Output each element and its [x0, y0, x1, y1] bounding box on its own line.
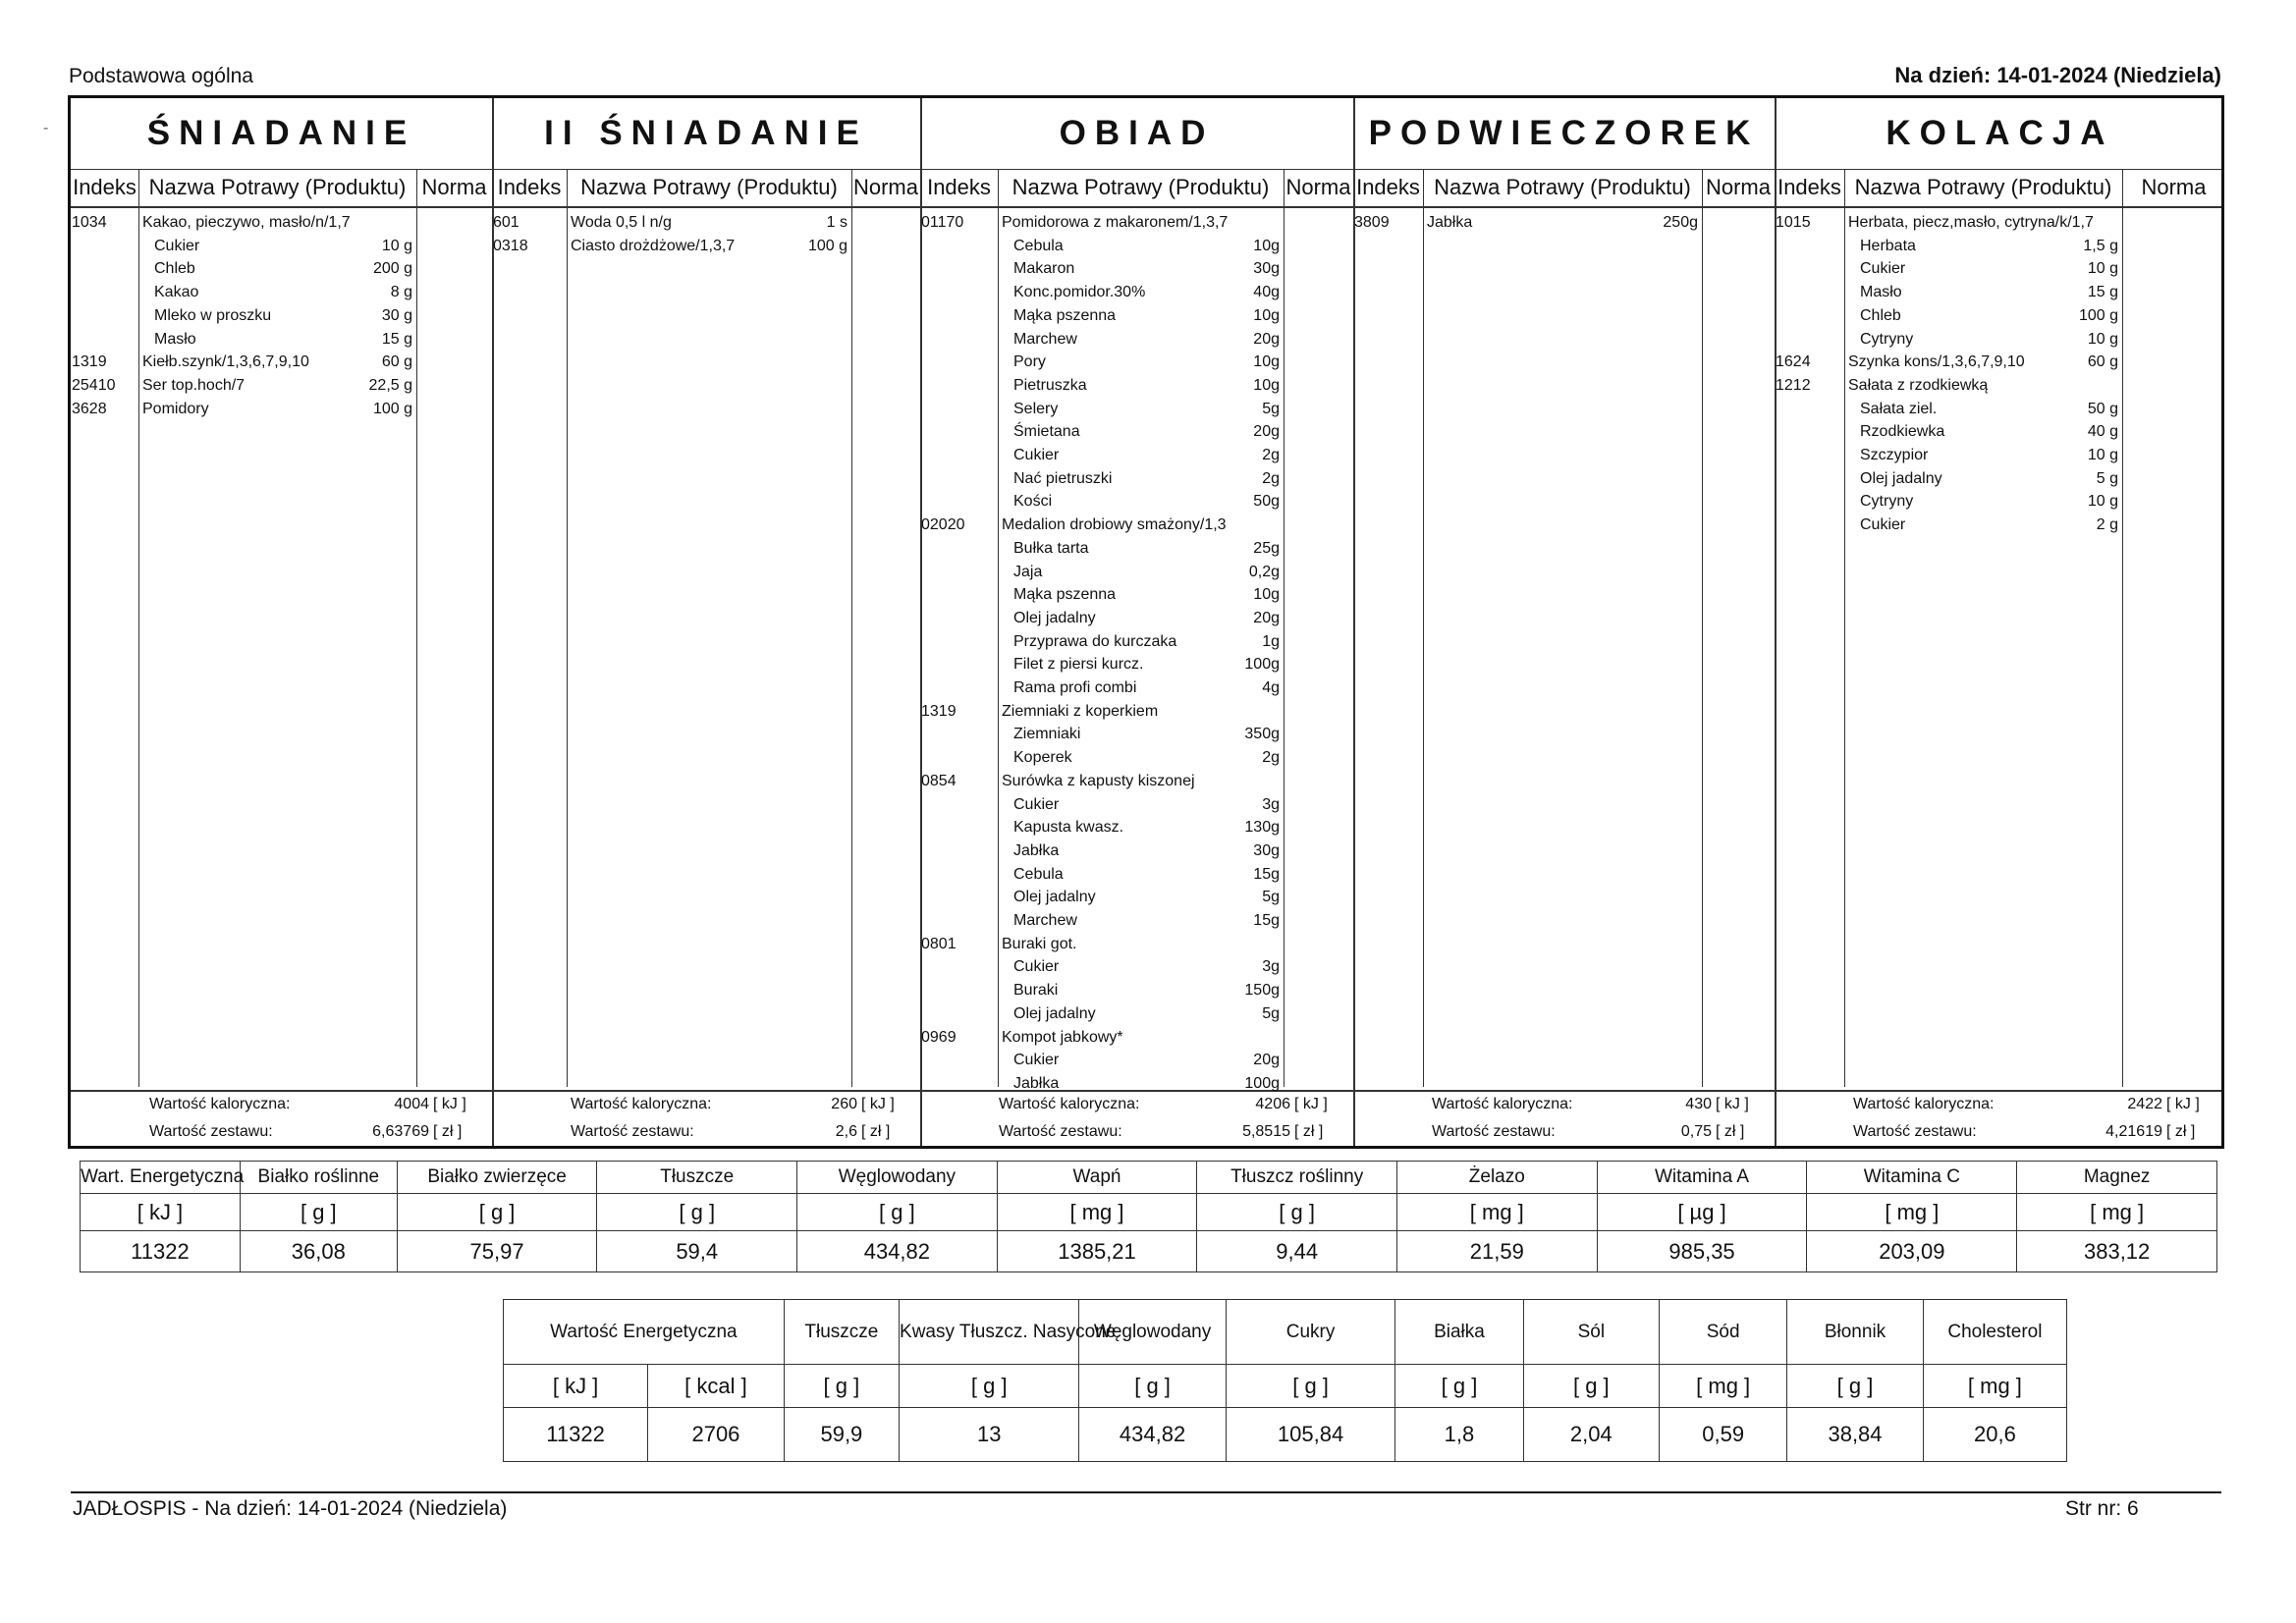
energy-value: 430: [1685, 1096, 1712, 1112]
energy-unit: [ kJ ]: [2166, 1096, 2200, 1112]
energy-unit: [ kJ ]: [1716, 1096, 1749, 1112]
row-norm: 250g: [1663, 214, 1698, 231]
column-header-dish: Nazwa Potrawy (Produktu): [1011, 175, 1270, 199]
dish-name: Surówka z kapusty kiszonej: [1002, 772, 1195, 789]
nutrient-value-cell: 985,35: [1597, 1231, 1807, 1272]
ingredient-name: Cukier: [1013, 958, 1060, 976]
facts-header-cell: Błonnik: [1787, 1300, 1924, 1365]
row-norm: 100g: [1244, 1074, 1280, 1092]
set-value-label: Wartość zestawu:: [1853, 1123, 1977, 1140]
nutrient-header-cell: Tłuszcze: [597, 1162, 797, 1194]
ingredient-name: Mleko w proszku: [154, 306, 272, 324]
facts-value-cell: 105,84: [1226, 1408, 1395, 1462]
row-norm: 20g: [1253, 609, 1280, 626]
dish-name: Medalion drobiowy smażony/1,3: [1002, 516, 1227, 534]
row-norm: 15g: [1253, 865, 1280, 883]
column-header-norm: Norma: [1285, 175, 1351, 199]
energy-value: 4206: [1255, 1096, 1290, 1112]
meal-title: OBIAD: [1059, 114, 1215, 152]
column-header-dish: Nazwa Potrawy (Produktu): [580, 175, 838, 199]
ingredient-name: Jaja: [1013, 563, 1043, 580]
nutrient-header-cell: Magnez: [2017, 1162, 2217, 1194]
column-header-dish: Nazwa Potrawy (Produktu): [1854, 175, 2112, 199]
column-divider: [567, 169, 568, 1087]
facts-unit-cell: [ g ]: [1395, 1365, 1523, 1408]
nutrient-value-cell: 203,09: [1807, 1231, 2017, 1272]
row-norm: 10 g: [2087, 260, 2118, 278]
energy-label: Wartość kaloryczna:: [1853, 1096, 1995, 1112]
row-index: 0318: [493, 237, 528, 254]
nutrient-header-cell: Węglowodany: [797, 1162, 998, 1194]
nutrient-header-cell: Tłuszcz roślinny: [1197, 1162, 1397, 1194]
row-norm: 2g: [1262, 447, 1280, 463]
row-norm: 30g: [1253, 841, 1280, 859]
ingredient-name: Cukier: [1860, 516, 1906, 534]
row-norm: 10g: [1253, 306, 1280, 324]
set-value: 4,21619: [2105, 1123, 2162, 1140]
nutrient-unit-cell: [ g ]: [597, 1194, 797, 1231]
ingredient-name: Cukier: [1013, 795, 1060, 813]
dish-name: Jabłka: [1427, 214, 1473, 231]
row-norm: 60 g: [381, 353, 412, 371]
page-number: Str nr: 6: [2065, 1497, 2139, 1520]
column-header-norm: Norma: [1705, 175, 1771, 199]
row-index: 0854: [921, 772, 957, 789]
row-norm: 20g: [1253, 423, 1280, 441]
row-norm: 5g: [1262, 1004, 1280, 1022]
facts-value-cell: 434,82: [1079, 1408, 1226, 1462]
nutrient-value-cell: 9,44: [1197, 1231, 1397, 1272]
row-norm: 5g: [1262, 889, 1280, 906]
dish-name: Kiełb.szynk/1,3,6,7,9,10: [142, 353, 309, 371]
ingredient-name: Olej jadalny: [1013, 889, 1096, 906]
row-norm: 200 g: [372, 260, 412, 278]
row-norm: 0,2g: [1248, 563, 1280, 580]
meal-title: ŚNIADANIE: [146, 114, 416, 152]
row-index: 0969: [921, 1028, 957, 1046]
set-value-label: Wartość zestawu:: [571, 1123, 694, 1140]
row-norm: 100 g: [372, 400, 412, 417]
facts-header-cell: Kwasy Tłuszcz. Nasycone: [900, 1300, 1079, 1365]
ingredient-name: Marchew: [1013, 330, 1077, 348]
nutrient-unit-cell: [ mg ]: [1807, 1194, 2017, 1231]
energy-label: Wartość kaloryczna:: [1432, 1096, 1573, 1112]
set-value: 0,75: [1680, 1123, 1712, 1140]
energy-value: 260: [831, 1096, 857, 1112]
ingredient-name: Cebula: [1013, 865, 1064, 883]
nutrient-value-cell: 383,12: [2017, 1231, 2217, 1272]
row-norm: 10 g: [2087, 330, 2118, 348]
ingredient-name: Jabłka: [1013, 841, 1060, 859]
row-index: 3809: [1354, 214, 1390, 231]
set-value: 6,63769: [372, 1123, 429, 1140]
nutrient-unit-cell: [ g ]: [397, 1194, 597, 1231]
ingredient-name: Rzodkiewka: [1860, 423, 1945, 441]
ingredient-name: Buraki: [1013, 982, 1059, 1000]
header-divider: [71, 206, 2221, 208]
row-norm: 15 g: [2087, 284, 2118, 301]
column-divider: [851, 169, 852, 1087]
row-norm: 100g: [1244, 656, 1280, 674]
ingredient-name: Kakao: [154, 284, 199, 301]
facts-value-cell: 11322: [504, 1408, 648, 1462]
nutrient-header-cell: Witamina C: [1807, 1162, 2017, 1194]
row-norm: 100 g: [807, 237, 847, 254]
facts-unit-cell: [ g ]: [1226, 1365, 1395, 1408]
ingredient-name: Olej jadalny: [1860, 469, 1942, 487]
facts-value-cell: 59,9: [784, 1408, 899, 1462]
ingredient-name: Cebula: [1013, 237, 1064, 254]
row-norm: 15g: [1253, 912, 1280, 929]
column-divider: [1284, 169, 1285, 1087]
column-divider: [416, 169, 417, 1087]
row-index: 1319: [921, 702, 957, 720]
nutrition-facts-table: [503, 1299, 2067, 1462]
facts-value-cell: 0,59: [1660, 1408, 1787, 1462]
facts-unit-cell: [ mg ]: [1923, 1365, 2066, 1408]
column-header-index: Indeks: [1356, 175, 1420, 199]
row-norm: 10 g: [2087, 493, 2118, 511]
row-norm: 15 g: [381, 330, 412, 348]
ingredient-name: Cytryny: [1860, 493, 1914, 511]
row-index: 3628: [72, 400, 107, 417]
row-norm: 50 g: [2087, 400, 2118, 417]
row-norm: 1g: [1262, 632, 1280, 650]
row-norm: 150g: [1244, 982, 1280, 1000]
row-index: 01170: [921, 214, 964, 231]
menu-date: Na dzień: 14-01-2024 (Niedziela): [1894, 63, 2221, 87]
ingredient-name: Kości: [1013, 493, 1053, 511]
column-header-norm: Norma: [421, 175, 487, 199]
meal-title: PODWIECZOREK: [1368, 114, 1760, 152]
column-header-dish: Nazwa Potrawy (Produktu): [1434, 175, 1691, 199]
set-value-unit: [ zł ]: [861, 1123, 891, 1140]
facts-header-cell: Sód: [1660, 1300, 1787, 1365]
row-norm: 40 g: [2087, 423, 2118, 441]
column-divider: [1844, 169, 1845, 1087]
ingredient-name: Przyprawa do kurczaka: [1013, 632, 1177, 650]
meal-divider: [1353, 98, 1355, 1146]
facts-unit-cell: [ kJ ]: [504, 1365, 648, 1408]
nutrient-value-cell: 59,4: [597, 1231, 797, 1272]
row-norm: 2 g: [2096, 516, 2118, 534]
nutrient-unit-cell: [ g ]: [797, 1194, 998, 1231]
dish-name: Buraki got.: [1002, 935, 1077, 952]
row-norm: 10g: [1253, 353, 1280, 371]
facts-value-cell: 1,8: [1395, 1408, 1523, 1462]
nutrient-value-cell: 1385,21: [997, 1231, 1197, 1272]
column-header-dish: Nazwa Potrawy (Produktu): [148, 175, 407, 199]
row-norm: 2g: [1262, 469, 1280, 487]
facts-value-cell: 2,04: [1523, 1408, 1660, 1462]
ingredient-name: Kapusta kwasz.: [1013, 819, 1124, 837]
ingredient-name: Jabłka: [1013, 1074, 1060, 1092]
summary-divider: [71, 1090, 2221, 1092]
row-norm: 10g: [1253, 586, 1280, 604]
row-norm: 50g: [1253, 493, 1280, 511]
nutrient-unit-cell: [ mg ]: [1396, 1194, 1597, 1231]
facts-header-cell: Węglowodany: [1079, 1300, 1226, 1365]
row-norm: 30g: [1253, 260, 1280, 278]
set-value-unit: [ zł ]: [2166, 1123, 2196, 1140]
column-divider: [138, 169, 139, 1087]
ingredient-name: Śmietana: [1013, 423, 1080, 441]
nutrient-unit-cell: [ µg ]: [1597, 1194, 1807, 1231]
dish-name: Ser top.hoch/7: [142, 376, 246, 394]
footer-rule: [71, 1491, 2221, 1493]
meal-title: II ŚNIADANIE: [544, 114, 868, 152]
ingredient-name: Bułka tarta: [1013, 539, 1089, 557]
facts-value-cell: 20,6: [1923, 1408, 2066, 1462]
dish-name: Herbata, piecz,masło, cytryna/k/1,7: [1848, 214, 2094, 231]
ingredient-name: Szczypior: [1860, 447, 1929, 463]
nutrient-header-cell: Żelazo: [1396, 1162, 1597, 1194]
nutrient-unit-cell: [ mg ]: [2017, 1194, 2217, 1231]
facts-unit-cell: [ g ]: [900, 1365, 1079, 1408]
row-norm: 40g: [1253, 284, 1280, 301]
facts-header-cell: Cholesterol: [1923, 1300, 2066, 1365]
ingredient-name: Olej jadalny: [1013, 609, 1096, 626]
ingredient-name: Sałata ziel.: [1860, 400, 1938, 417]
nutrient-header-cell: Wapń: [997, 1162, 1197, 1194]
facts-header-cell: Tłuszcze: [784, 1300, 899, 1365]
row-norm: 8 g: [390, 284, 412, 301]
dish-name: Szynka kons/1,3,6,7,9,10: [1848, 353, 2025, 371]
diet-name: Podstawowa ogólna: [69, 65, 253, 87]
set-value-label: Wartość zestawu:: [149, 1123, 273, 1140]
facts-value-cell: 2706: [648, 1408, 785, 1462]
row-norm: 5 g: [2096, 469, 2118, 487]
column-header-norm: Norma: [852, 175, 918, 199]
row-norm: 10g: [1253, 376, 1280, 394]
nutrient-value-cell: 75,97: [397, 1231, 597, 1272]
dish-name: Pomidory: [142, 400, 209, 417]
ingredient-name: Olej jadalny: [1013, 1004, 1096, 1022]
row-norm: 350g: [1244, 726, 1280, 743]
energy-value: 2422: [2127, 1096, 2162, 1112]
nutrient-value-cell: 36,08: [240, 1231, 397, 1272]
energy-unit: [ kJ ]: [1294, 1096, 1328, 1112]
nutrient-unit-cell: [ mg ]: [997, 1194, 1197, 1231]
ingredient-name: Ziemniaki: [1013, 726, 1081, 743]
margin-mark: -: [43, 120, 49, 136]
dish-name: Kompot jabkowy*: [1002, 1028, 1123, 1046]
ingredient-name: Chleb: [1860, 306, 1901, 324]
column-divider: [2122, 169, 2123, 1087]
ingredient-name: Pory: [1013, 353, 1046, 371]
column-header-norm: Norma: [2141, 175, 2207, 199]
nutrient-value-cell: 21,59: [1396, 1231, 1597, 1272]
nutrient-header-cell: Białko roślinne: [240, 1162, 397, 1194]
column-header-index: Indeks: [927, 175, 991, 199]
ingredient-name: Mąka pszenna: [1013, 586, 1117, 604]
column-divider: [1423, 169, 1424, 1087]
row-index: 1624: [1776, 353, 1811, 371]
row-norm: 10 g: [381, 237, 412, 254]
energy-value: 4004: [394, 1096, 429, 1112]
row-norm: 100 g: [2078, 306, 2118, 324]
row-norm: 60 g: [2087, 353, 2118, 371]
energy-unit: [ kJ ]: [861, 1096, 895, 1112]
energy-value-header: Wartość Energetyczna: [504, 1300, 785, 1365]
energy-label: Wartość kaloryczna:: [999, 1096, 1140, 1112]
facts-unit-cell: [ kcal ]: [648, 1365, 785, 1408]
ingredient-name: Herbata: [1860, 237, 1916, 254]
row-norm: 3g: [1262, 795, 1280, 813]
row-index: 02020: [921, 516, 965, 534]
facts-unit-cell: [ g ]: [1079, 1365, 1226, 1408]
row-norm: 20g: [1253, 330, 1280, 348]
row-index: 601: [493, 214, 519, 231]
facts-unit-cell: [ g ]: [1523, 1365, 1660, 1408]
ingredient-name: Marchew: [1013, 912, 1077, 929]
row-norm: 2g: [1262, 749, 1280, 767]
column-header-index: Indeks: [1777, 175, 1841, 199]
ingredient-name: Pietruszka: [1013, 376, 1087, 394]
row-index: 1034: [72, 214, 107, 231]
column-divider: [1702, 169, 1703, 1087]
dish-name: Pomidorowa z makaronem/1,3,7: [1002, 214, 1229, 231]
row-index: 1212: [1776, 376, 1811, 394]
row-norm: 130g: [1244, 819, 1280, 837]
column-divider: [998, 169, 999, 1087]
energy-label: Wartość kaloryczna:: [571, 1096, 712, 1112]
ingredient-name: Masło: [1860, 284, 1902, 301]
row-norm: 1 s: [826, 214, 847, 231]
ingredient-name: Konc.pomidor.30%: [1013, 284, 1146, 301]
row-index: 0801: [921, 935, 957, 952]
facts-unit-cell: [ g ]: [1787, 1365, 1924, 1408]
row-norm: 22,5 g: [368, 376, 412, 394]
row-index: 1015: [1776, 214, 1811, 231]
dish-name: Ziemniaki z koperkiem: [1002, 702, 1159, 720]
ingredient-name: Mąka pszenna: [1013, 306, 1117, 324]
ingredient-name: Rama profi combi: [1013, 679, 1137, 696]
energy-unit: [ kJ ]: [433, 1096, 466, 1112]
daily-menu-table: [68, 95, 2224, 1149]
facts-value-cell: 13: [900, 1408, 1079, 1462]
row-norm: 1,5 g: [2083, 237, 2118, 254]
set-value: 2,6: [835, 1123, 857, 1140]
ingredient-name: Filet z piersi kurcz.: [1013, 656, 1144, 674]
set-value-unit: [ zł ]: [1294, 1123, 1324, 1140]
nutrient-unit-cell: [ g ]: [240, 1194, 397, 1231]
ingredient-name: Cukier: [1013, 1052, 1060, 1069]
ingredient-name: Cukier: [154, 237, 200, 254]
nutrient-unit-cell: [ g ]: [1197, 1194, 1397, 1231]
dish-name: Kakao, pieczywo, masło/n/1,7: [142, 214, 351, 231]
facts-header-cell: Sól: [1523, 1300, 1660, 1365]
ingredient-name: Nać pietruszki: [1013, 469, 1113, 487]
nutrient-header-cell: Witamina A: [1597, 1162, 1807, 1194]
dish-name: Sałata z rzodkiewką: [1848, 376, 1989, 394]
row-index: 1319: [72, 353, 107, 371]
energy-label: Wartość kaloryczna:: [149, 1096, 291, 1112]
row-index: 25410: [72, 376, 116, 394]
ingredient-name: Cukier: [1860, 260, 1906, 278]
facts-unit-cell: [ g ]: [784, 1365, 899, 1408]
ingredient-name: Chleb: [154, 260, 195, 278]
ingredient-name: Cytryny: [1860, 330, 1914, 348]
nutrient-header-cell: Białko zwierzęce: [397, 1162, 597, 1194]
set-value: 5,8515: [1242, 1123, 1290, 1140]
set-value-unit: [ zł ]: [1716, 1123, 1745, 1140]
set-value-unit: [ zł ]: [433, 1123, 463, 1140]
row-norm: 10g: [1253, 237, 1280, 254]
dish-name: Woda 0,5 l n/g: [571, 214, 672, 231]
footer-title: JADŁOSPIS - Na dzień: 14-01-2024 (Niedziela): [73, 1497, 508, 1520]
row-norm: 30 g: [381, 306, 412, 324]
ingredient-name: Cukier: [1013, 447, 1060, 463]
facts-header-cell: Białka: [1395, 1300, 1523, 1365]
row-norm: 25g: [1253, 539, 1280, 557]
facts-header-cell: Cukry: [1226, 1300, 1395, 1365]
row-norm: 20g: [1253, 1052, 1280, 1069]
meal-title: KOLACJA: [1886, 114, 2114, 152]
ingredient-name: Masło: [154, 330, 196, 348]
nutrient-value-cell: 11322: [81, 1231, 241, 1272]
row-norm: 4g: [1262, 679, 1280, 696]
nutrient-value-cell: 434,82: [797, 1231, 998, 1272]
set-value-label: Wartość zestawu:: [1432, 1123, 1556, 1140]
dish-name: Ciasto drożdżowe/1,3,7: [571, 237, 736, 254]
nutrient-unit-cell: [ kJ ]: [81, 1194, 241, 1231]
meal-divider: [920, 98, 922, 1146]
facts-value-cell: 38,84: [1787, 1408, 1924, 1462]
nutrient-summary-table: [80, 1161, 2217, 1272]
ingredient-name: Koperek: [1013, 749, 1072, 767]
facts-unit-cell: [ mg ]: [1660, 1365, 1787, 1408]
meal-divider: [1775, 98, 1777, 1146]
column-header-index: Indeks: [497, 175, 562, 199]
column-header-index: Indeks: [73, 175, 137, 199]
set-value-label: Wartość zestawu:: [999, 1123, 1122, 1140]
nutrient-header-cell: Wart. Energetyczna: [81, 1162, 241, 1194]
row-norm: 10 g: [2087, 447, 2118, 463]
row-norm: 3g: [1262, 958, 1280, 976]
row-norm: 5g: [1262, 400, 1280, 417]
ingredient-name: Makaron: [1013, 260, 1075, 278]
ingredient-name: Selery: [1013, 400, 1059, 417]
